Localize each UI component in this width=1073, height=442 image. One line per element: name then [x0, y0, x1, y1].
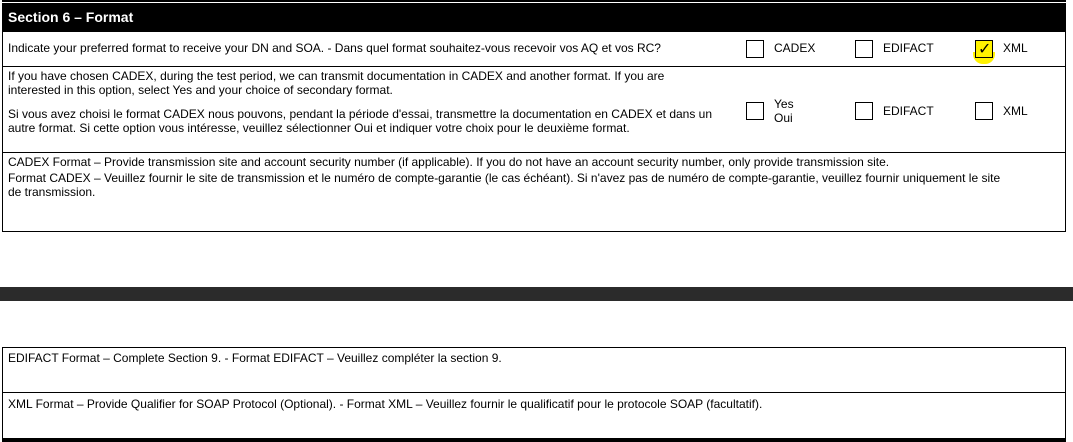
row-divider: [2, 66, 1066, 67]
xml-checkbox[interactable]: [975, 40, 993, 58]
top-border: [2, 0, 1066, 2]
bottom-border: [2, 438, 1066, 442]
edifact-format-text: EDIFACT Format – Complete Section 9. - Format EDIFACT – Veuillez compléter la section 9.: [8, 351, 502, 365]
cadex-format-french: Format CADEX – Veuillez fournir le site de transmission et le numéro de compte-garantie (le cas échéant). Si n'avez pas de numéro de compte-garantie, veuillez fournir uniquement le site de transmission.: [8, 171, 1001, 199]
secondary-edifact-checkbox[interactable]: [855, 102, 873, 120]
cadex-label: CADEX: [774, 41, 816, 55]
preferred-format-question: Indicate your preferred format to receive your DN and SOA. - Dans quel format souhaitez-vous recevoir vos AQ et vos RC?: [8, 41, 661, 55]
xml-format-text: XML Format – Provide Qualifier for SOAP Protocol (Optional). - Format XML – Veuillez fournir le qualificatif pour le protocole SOAP (facultatif).: [8, 397, 763, 411]
section-separator-band: [0, 287, 1073, 301]
secondary-xml-checkbox[interactable]: [975, 102, 993, 120]
yes-label: Yes: [774, 97, 794, 111]
cadex-test-french: Si vous avez choisi le format CADEX nous pouvons, pendant la période d'essai, transmettre la documentation en CADEX et dans un autre format. Si cette option vous intéresse, veuillez sélectionner Oui et indiquer votre choix pour le deuxième format.: [8, 107, 713, 135]
row-divider: [2, 152, 1066, 153]
section-title: Section 6 – Format: [2, 3, 1066, 31]
cadex-format-english: CADEX Format – Provide transmission site and account security number (if applicable). If you do not have an account security number, only provide transmission site.: [8, 155, 890, 169]
oui-label: Oui: [774, 111, 793, 125]
yes-checkbox[interactable]: [746, 102, 764, 120]
edifact-label: EDIFACT: [883, 41, 934, 55]
edifact-checkbox[interactable]: [855, 40, 873, 58]
cadex-checkbox[interactable]: [746, 40, 764, 58]
secondary-edifact-label: EDIFACT: [883, 104, 934, 118]
cadex-test-english: If you have chosen CADEX, during the test period, we can transmit documentation in CADEX and another format. If you are interested in this option, select Yes and your choice of secondary format.: [8, 69, 665, 97]
xml-label: XML: [1003, 41, 1028, 55]
secondary-xml-label: XML: [1003, 104, 1028, 118]
